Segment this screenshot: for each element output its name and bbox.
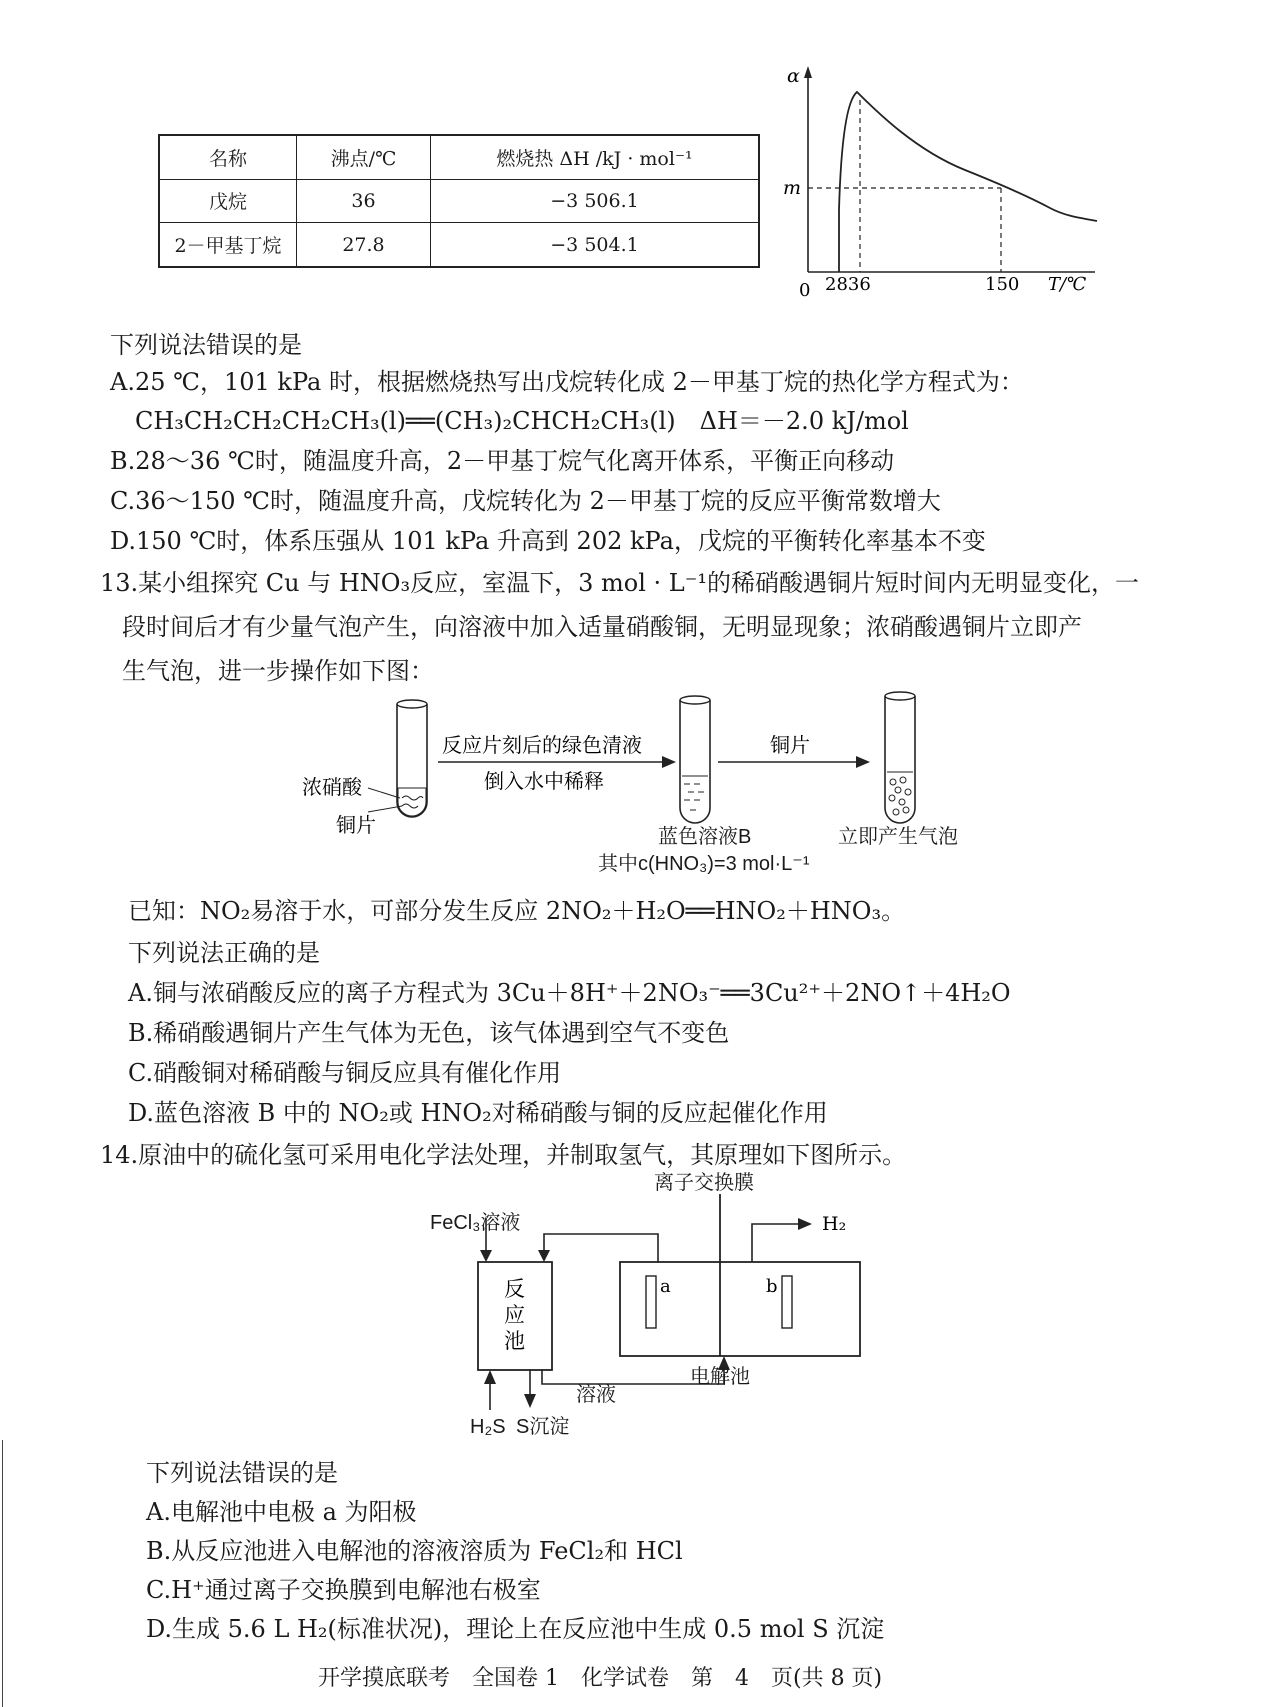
q13-stem-line3: 生气泡，进一步操作如下图： — [122, 657, 434, 685]
electrode-b-label: b — [766, 1276, 778, 1297]
reactor-label-3: 池 — [504, 1330, 525, 1353]
s-arrow-head — [524, 1394, 536, 1408]
q13-option-a: A.铜与浓硝酸反应的离子方程式为 3Cu＋8H⁺＋2NO₃⁻══3Cu²⁺＋2NO↑＋4H₂O — [128, 979, 1011, 1007]
test-tube-2 — [680, 696, 710, 823]
test-tube-1 — [397, 700, 427, 817]
table-header-cell: 沸点/℃ — [297, 135, 431, 179]
tick-150: 150 — [985, 274, 1020, 295]
s-precipitate-label: S沉淀 — [516, 1416, 570, 1438]
tick-2836: 2836 — [825, 274, 871, 295]
q12-option-b: B.28～36 ℃时，随温度升高，2－甲基丁烷气化离开体系，平衡正向移动 — [110, 447, 895, 475]
q12-equation: CH₃CH₂CH₂CH₂CH₃(l)══(CH₃)₂CHCH₂CH₃(l) ΔH＝－2.0 kJ/mol — [135, 407, 909, 435]
arrow-1-top-label: 反应片刻后的绿色清液 — [442, 735, 642, 757]
q12-stem: 下列说法错误的是 — [110, 331, 302, 359]
label-b-concentration: 其中c(HNO₃)=3 mol·L⁻¹ — [598, 853, 810, 875]
table-cell: 戊烷 — [159, 179, 297, 222]
q13-option-b: B.稀硝酸遇铜片产生气体为无色，该气体遇到空气不变色 — [128, 1019, 730, 1047]
table-cell: 27.8 — [297, 223, 431, 267]
q14-stem: 14.原油中的硫化氢可采用电化学法处理，并制取氢气，其原理如下图所示。 — [100, 1141, 907, 1169]
q13-option-c: C.硝酸铜对稀硝酸与铜反应具有催化作用 — [128, 1059, 562, 1087]
origin-label: 0 — [799, 280, 811, 300]
table-row — [159, 179, 759, 222]
q14-option-d: D.生成 5.6 L H₂(标准状况)，理论上在反应池中生成 0.5 mol S 沉淀 — [146, 1615, 885, 1643]
q13-known: 已知：NO₂易溶于水，可部分发生反应 2NO₂＋H₂O══HNO₂＋HNO₃。 — [128, 897, 906, 925]
electrode-a-label: a — [660, 1276, 671, 1297]
arrow-1-head — [662, 756, 676, 768]
test-tube-3 — [885, 692, 915, 823]
q14-question: 下列说法错误的是 — [146, 1459, 338, 1487]
m-label: m — [783, 177, 802, 199]
label-conc-nitric-acid: 浓硝酸 — [302, 777, 362, 799]
h2-arrow-head — [798, 1218, 812, 1230]
q12-option-c: C.36～150 ℃时，随温度升高，戊烷转化为 2－甲基丁烷的反应平衡常数增大 — [110, 487, 941, 515]
q13-question: 下列说法正确的是 — [128, 939, 320, 967]
table-row — [159, 223, 759, 267]
electrode-b — [782, 1276, 792, 1328]
reactor-label-1: 反 — [504, 1278, 525, 1301]
y-axis-label: α — [787, 65, 800, 87]
fecl3-return-pipe — [544, 1234, 658, 1262]
scan-edge-line — [2, 1440, 3, 1707]
label-copper-sheet: 铜片 — [336, 815, 376, 837]
table-cell: 36 — [297, 179, 431, 222]
arrow-2-head — [856, 756, 870, 768]
table-header-row — [159, 135, 759, 179]
acid-pointer — [368, 788, 400, 798]
q13-option-d: D.蓝色溶液 B 中的 NO₂或 HNO₂对稀硝酸与铜的反应起催化作用 — [128, 1099, 828, 1127]
q13-stem-line1: 13.某小组探究 Cu 与 HNO₃反应，室温下，3 mol · L⁻¹的稀硝酸遇铜片短时间内无明显变化，一 — [100, 569, 1139, 597]
q14-option-a: A.电解池中电极 a 为阳极 — [146, 1498, 417, 1526]
electrolysis-label: 电解池 — [690, 1366, 750, 1388]
h2-label: H₂ — [822, 1213, 847, 1235]
q13-stem-line2: 段时间后才有少量气泡产生，向溶液中加入适量硝酸铜，无明显现象；浓硝酸遇铜片立即产 — [122, 613, 1082, 641]
alpha-curve — [839, 92, 1097, 272]
table-cell: −3 506.1 — [431, 179, 760, 222]
table-cell: 2－甲基丁烷 — [159, 223, 297, 267]
q14-option-c: C.H⁺通过离子交换膜到电解池右极室 — [146, 1576, 541, 1604]
page-footer: 开学摸底联考 全国卷 1 化学试卷 第 4 页(共 8 页) — [318, 1666, 883, 1691]
h2s-arrow-head — [484, 1370, 496, 1384]
fecl3-return-head — [538, 1250, 550, 1262]
q12-option-d: D.150 ℃时，体系压强从 101 kPa 升高到 202 kPa，戊烷的平衡转化率基本不变 — [110, 527, 986, 555]
membrane-label: 离子交换膜 — [654, 1172, 754, 1194]
table-cell: −3 504.1 — [431, 223, 760, 267]
alpha-temperature-graph — [775, 60, 1105, 300]
fecl3-label: FeCl₃溶液 — [430, 1212, 521, 1234]
properties-table — [158, 134, 760, 268]
copper-pointer — [368, 806, 402, 812]
label-immediate-bubbles: 立即产生气泡 — [838, 826, 958, 848]
table-header-cell: 名称 — [159, 135, 297, 179]
reactor-label-2: 应 — [504, 1304, 525, 1327]
arrow-2-label: 铜片 — [770, 735, 810, 757]
table-header-cell: 燃烧热 ΔH /kJ · mol⁻¹ — [431, 135, 760, 179]
label-blue-solution-b: 蓝色溶液B — [658, 826, 752, 848]
fecl3-inlet-head — [480, 1250, 492, 1262]
arrow-1-bottom-label: 倒入水中稀释 — [484, 771, 604, 793]
h2s-label: H₂S — [470, 1416, 506, 1438]
x-axis-label: T/℃ — [1048, 274, 1087, 295]
solution-label: 溶液 — [576, 1384, 616, 1406]
h2-outlet-pipe — [752, 1224, 802, 1262]
q14-option-b: B.从反应池进入电解池的溶液溶质为 FeCl₂和 HCl — [146, 1537, 683, 1565]
q12-option-a: A.25 ℃，101 kPa 时，根据燃烧热写出戊烷转化成 2－甲基丁烷的热化学方程式为： — [110, 368, 1024, 396]
y-axis-arrow — [804, 66, 812, 78]
electrode-a — [646, 1276, 656, 1328]
